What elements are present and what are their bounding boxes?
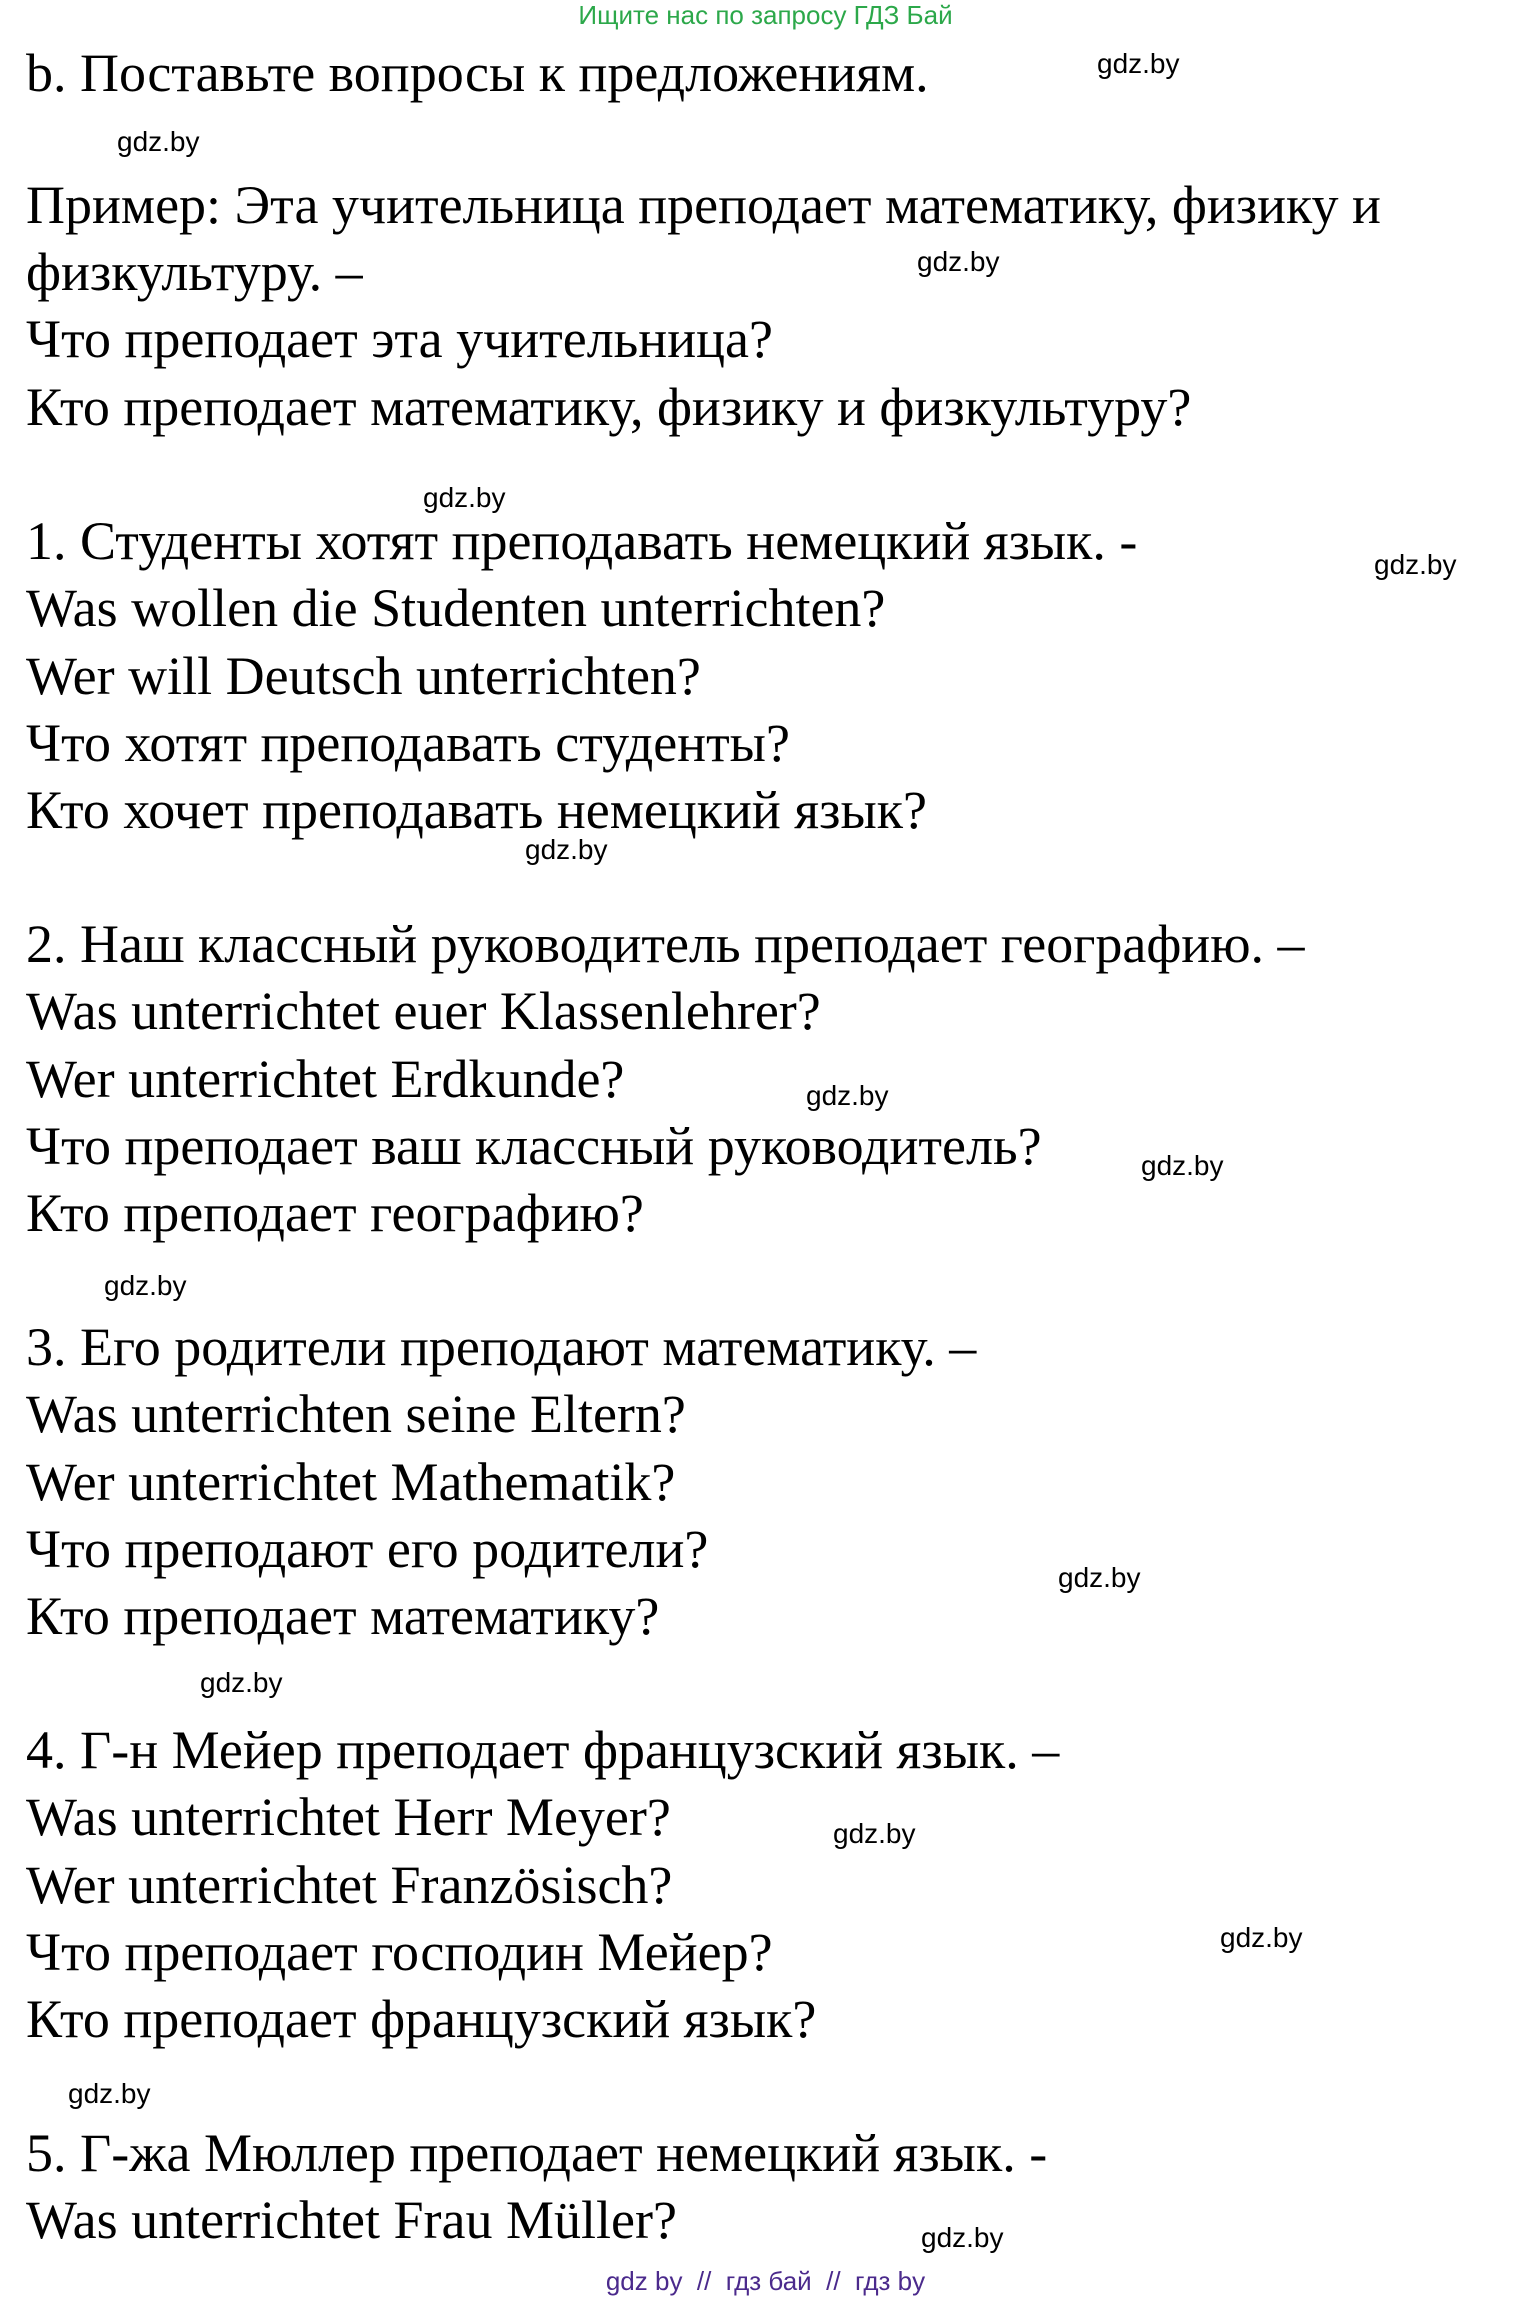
watermark: gdz.by: [1220, 1922, 1303, 1953]
item-3-de-question-1: Was unterrichten seine Eltern?: [26, 1384, 686, 1444]
watermark: gdz.by: [525, 834, 608, 865]
item-5-sentence: 5. Г-жа Мюллер преподает немецкий язык. -: [26, 2123, 1048, 2183]
item-4-sentence: 4. Г-н Мейер преподает французский язык. –: [26, 1720, 1060, 1780]
watermark: gdz.by: [423, 482, 506, 513]
watermark: gdz.by: [806, 1080, 889, 1111]
item-3-ru-question-1: Что преподают его родители?: [26, 1519, 709, 1579]
item-2-sentence: 2. Наш классный руководитель преподает географию. –: [26, 914, 1305, 974]
item-3-de-question-2: Wer unterrichtet Mathematik?: [26, 1452, 676, 1512]
example-line-3: Что преподает эта учительница?: [26, 309, 773, 369]
item-4-ru-question-2: Кто преподает французский язык?: [26, 1989, 817, 2049]
watermark: gdz.by: [917, 246, 1000, 277]
item-2-de-question-1: Was unterrichtet euer Klassenlehrer?: [26, 981, 821, 1041]
item-3-sentence: 3. Его родители преподают математику. –: [26, 1317, 977, 1377]
watermark: gdz.by: [1097, 48, 1180, 79]
item-5-de-question-1: Was unterrichtet Frau Müller?: [26, 2190, 677, 2250]
watermark: gdz.by: [117, 126, 200, 157]
item-2-ru-question-1: Что преподает ваш классный руководитель?: [26, 1116, 1042, 1176]
example-line-2: физкультуру. –: [26, 242, 363, 302]
task-title: b. Поставьте вопросы к предложениям.: [26, 43, 929, 103]
watermark: gdz.by: [104, 1270, 187, 1301]
bottom-footer: gdz by // гдз бай // гдз by: [605, 2266, 926, 2296]
example-line-1: Пример: Эта учительница преподает математику, физику и: [26, 175, 1381, 235]
item-4-de-question-2: Wer unterrichtet Französisch?: [26, 1855, 673, 1915]
watermark: gdz.by: [1374, 549, 1457, 580]
item-2-ru-question-2: Кто преподает географию?: [26, 1183, 644, 1243]
item-2-de-question-2: Wer unterrichtet Erdkunde?: [26, 1049, 625, 1109]
item-1-de-question-2: Wer will Deutsch unterrichten?: [26, 646, 701, 706]
top-banner: Ищите нас по запросу ГДЗ Бай: [578, 0, 953, 30]
watermark: gdz.by: [921, 2222, 1004, 2253]
item-1-ru-question-2: Кто хочет преподавать немецкий язык?: [26, 780, 927, 840]
example-line-4: Кто преподает математику, физику и физкультуру?: [26, 377, 1192, 437]
item-1-sentence: 1. Студенты хотят преподавать немецкий язык. -: [26, 511, 1138, 571]
watermark: gdz.by: [1141, 1150, 1224, 1181]
item-3-ru-question-2: Кто преподает математику?: [26, 1586, 660, 1646]
item-4-ru-question-1: Что преподает господин Мейер?: [26, 1922, 773, 1982]
watermark: gdz.by: [200, 1667, 283, 1698]
watermark: gdz.by: [833, 1818, 916, 1849]
item-4-de-question-1: Was unterrichtet Herr Meyer?: [26, 1787, 671, 1847]
item-1-ru-question-1: Что хотят преподавать студенты?: [26, 713, 790, 773]
watermark: gdz.by: [1058, 1562, 1141, 1593]
watermark: gdz.by: [68, 2078, 151, 2109]
item-1-de-question-1: Was wollen die Studenten unterrichten?: [26, 578, 886, 638]
